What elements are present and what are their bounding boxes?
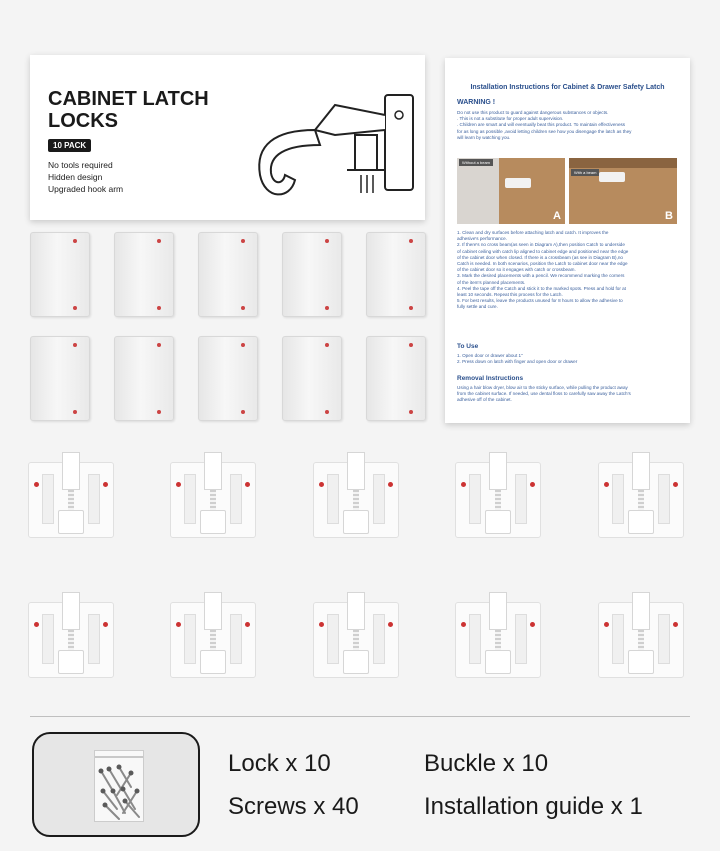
feature-item: No tools required [48,160,113,170]
buckle-plate [30,336,90,421]
pack-badge: 10 PACK [48,139,91,152]
install-steps: 1. Clean and dry surfaces before attaching latch and catch. It improves the adhesive's performance. 2. If there's no cross beam(as seen in Diagram A),then position Catch to underside of cabinet ceiling with catch lip aligned to cabinet edge and positioned near the edge of the cabinet door when closed. If there is a crossbeam (as see in Diagram B),no Catch is needed. In both scenarios, position the Latch to cabinet door near the edge of the cabinet door so it engages with catch or crossbeam. 3. Mark the desired placements with a pencil. We recommend marking the corners of the item's planned placements. 4. Peel the tape off the Catch and stick it to the marked spots. Press and hold for at least 10 seconds. Repeat this process for the Latch. 5. For best results, leave the products unused for 8 hours to allow the adhesive to fully settle and cure. [457,230,629,310]
contents-screws: Screws x 40 [228,793,359,820]
feature-item: Hidden design [48,172,103,182]
latch-illustration [235,75,420,210]
latch-lock [455,452,541,538]
diagram-b: With a beam B [569,158,677,224]
feature-list [48,159,123,195]
warning-title: WARNING ! [457,99,496,106]
buckle-plate [30,232,90,317]
to-use-text: 1. Open door or drawer about 1" 2. Press down on latch with finger and open door or drawer [457,353,578,365]
latch-lock [170,452,256,538]
buckle-plate [114,232,174,317]
screws-icon [95,761,143,821]
box-title: CABINET LATCH LOCKS [48,88,209,132]
diagram-a: Without a beam A [457,158,565,224]
latch-lock [313,452,399,538]
instruction-sheet [445,58,690,423]
latch-lock [455,592,541,678]
divider [30,716,690,717]
screw-bag [94,750,144,822]
removal-title: Removal Instructions [457,375,524,382]
buckle-plate [114,336,174,421]
contents-buckle: Buckle x 10 [424,750,549,777]
contents-lock: Lock x 10 [228,750,331,777]
sheet-title: Installation Instructions for Cabinet & Drawer Safety Latch [470,84,665,91]
product-box [30,55,425,220]
buckle-plate [198,232,258,317]
warning-text: Do not use this product to guard against dangerous substances or objects. . This is not a substitute for proper adult supervision. . Children are smart and will eventually beat this product. To maintain effectiveness for as long as possible ,avoid letting children see how you disengage the latch as they will learn by watching you. [457,110,632,140]
latch-lock [28,592,114,678]
buckle-plate [282,232,342,317]
screws-pack [32,732,200,837]
buckle-plate [198,336,258,421]
latch-lock [598,592,684,678]
latch-lock [313,592,399,678]
feature-item: Upgraded hook arm [48,184,124,194]
contents-guide: Installation guide x 1 [424,793,643,820]
latch-lock [170,592,256,678]
buckle-plate [366,336,426,421]
removal-text: Using a hair blow dryer, blow air to the sticky surface, while pulling the product away from the cabinet surface. If needed, use dental floss to carefully saw away the Latch's adhesive off of the cabinet. [457,385,631,403]
latch-lock [28,452,114,538]
to-use-title: To Use [457,343,479,350]
buckle-plate [282,336,342,421]
latch-lock [598,452,684,538]
buckle-plate [366,232,426,317]
